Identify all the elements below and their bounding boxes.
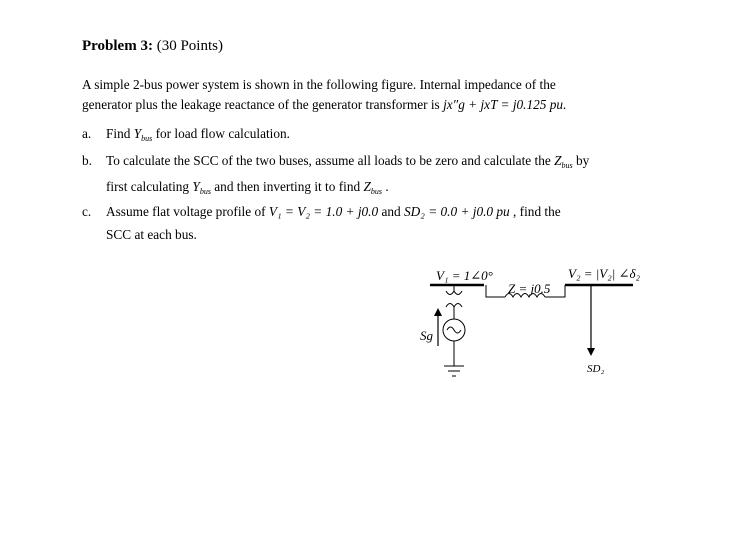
intro-line-1: A simple 2-bus power system is shown in the following figure. Internal impedance of the (82, 77, 556, 92)
sg-arrow-icon (434, 308, 442, 316)
item-b-text-3: first calculating (106, 179, 190, 194)
item-b-label: b. (82, 153, 92, 168)
item-a-label: a. (82, 126, 92, 141)
zbus-subscript-2: bus (370, 187, 382, 196)
item-b-text-4: and then inverting it to find (214, 179, 361, 194)
line-left-segment (486, 285, 505, 297)
load-equation: SD₂ = 0.0 + j0.0 pu (404, 204, 510, 219)
voltage-equation: V₁ = V₂ = 1.0 + j0.0 (268, 204, 379, 219)
generator-sine-icon (447, 327, 461, 333)
item-a-text-1: Find (106, 126, 131, 141)
impedance-equation: jx″g + jxT = j0.125 pu. (443, 97, 567, 112)
transformer-secondary-coil (446, 304, 462, 308)
ybus-letter-2: Y (192, 179, 200, 194)
problem-points: (30 Points) (156, 38, 223, 54)
zbus-letter-2: Z (363, 179, 371, 194)
z-label: Z = j0.5 (508, 281, 551, 296)
ybus-subscript: bus (141, 134, 153, 143)
item-c-label: c. (82, 204, 92, 219)
item-c-text-1: Assume flat voltage profile of (106, 204, 266, 219)
item-a-text-2: for load flow calculation. (155, 126, 290, 141)
v2-label: V₂ = |V₂| ∠δ₂ (568, 266, 641, 281)
ybus-subscript-2: bus (199, 187, 211, 196)
transformer-primary-coil (446, 291, 462, 295)
v1-label: V₁ = 1∠0° (436, 268, 493, 283)
problem-label: Problem 3: (82, 38, 153, 54)
zbus-letter: Z (554, 153, 562, 168)
zbus-subscript: bus (561, 161, 573, 170)
sg-label: Sg (420, 328, 433, 343)
item-b-text-5: . (385, 179, 389, 194)
item-b-text-1: To calculate the SCC of the two buses, assume all loads to be zero and calculate the (106, 153, 551, 168)
ybus-letter: Y (133, 126, 142, 141)
intro-line-2-text: generator plus the leakage reactance of the generator transformer is (82, 97, 440, 112)
item-c-line-2: SCC at each bus. (106, 227, 197, 242)
sd2-label: SD₂ (587, 363, 605, 375)
item-c-text-3: , find the (513, 204, 561, 219)
sd2-arrow-icon (587, 348, 595, 356)
item-c-text-2: and (381, 204, 401, 219)
item-b-text-2: by (575, 153, 590, 168)
